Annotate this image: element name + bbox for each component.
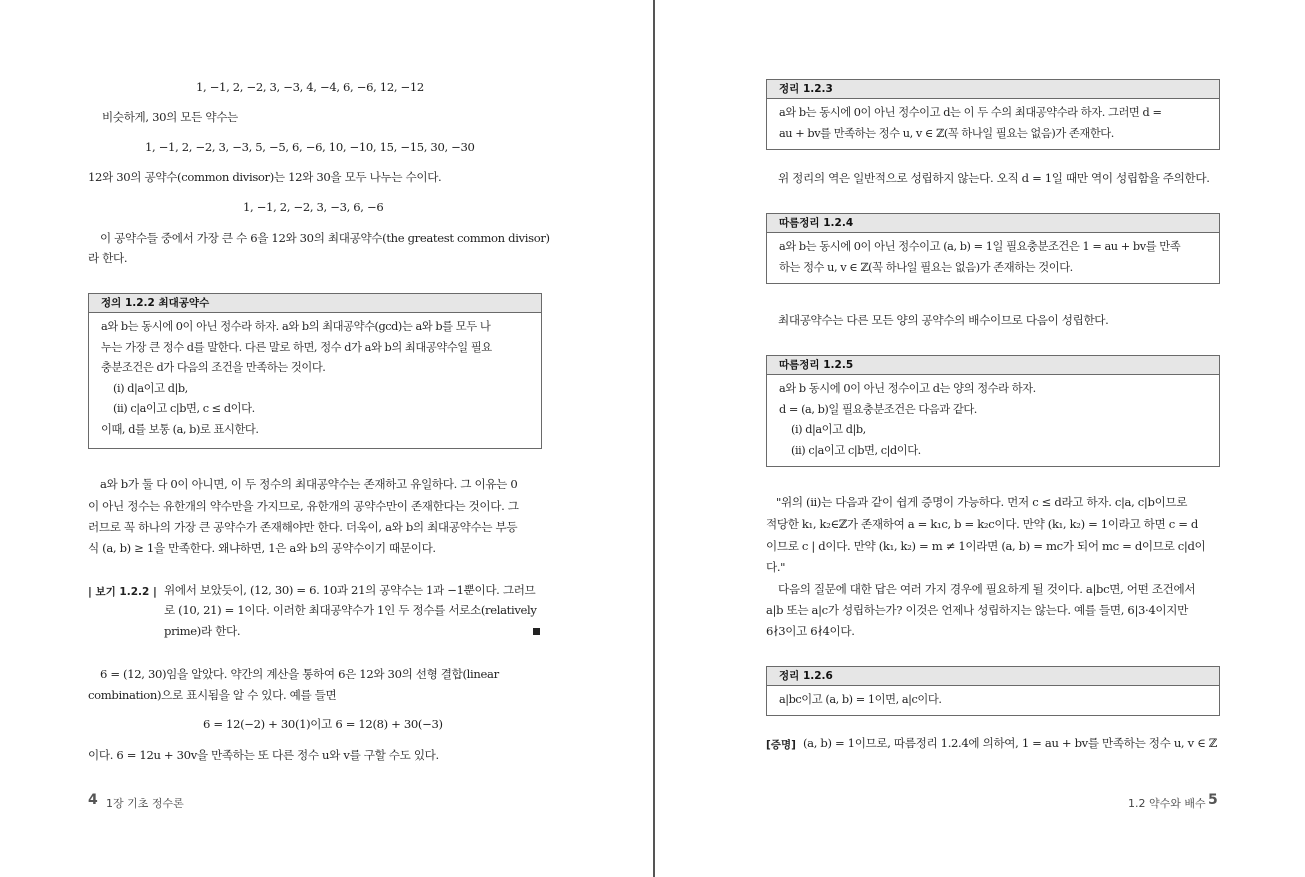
definition-line: a와 b는 동시에 0이 아닌 정수라 하자. a와 b의 최대공약수(gcd)는 a와 b를 모두 나 [101, 320, 491, 333]
example-tag: | 보기 1.2.2 | [88, 586, 157, 598]
text-line: 이 공약수들 중에서 가장 큰 수 6을 12와 30의 최대공약수(the greatest common divisor) [100, 231, 550, 245]
page-number: 4 [88, 792, 98, 808]
text-line: 식 (a, b) ≥ 1을 만족한다. 왜냐하면, 1은 a와 b의 공약수이기 때문이다. [88, 541, 436, 555]
text-line: 적당한 k₁, k₂∈ℤ가 존재하여 a = k₁c, b = k₂c이다. 만약 (k₁, k₂) = 1이라고 하면 c = d [766, 517, 1198, 531]
definition-title: 정의 1.2.2 최대공약수 [89, 294, 541, 313]
text-line: 6∤3이고 6∤4이다. [766, 624, 855, 638]
example-line: prime)라 한다. [164, 624, 241, 638]
definition-line: 충분조건은 d가 다음의 조건을 만족하는 것이다. [101, 361, 326, 374]
corollary-title: 따름정리 1.2.4 [767, 214, 1219, 233]
text-line: 위 정리의 역은 일반적으로 성립하지 않는다. 오직 d = 1일 때만 역이 성립함을 주의한다. [778, 171, 1210, 185]
corollary-title: 따름정리 1.2.5 [767, 356, 1219, 375]
theorem-box [766, 79, 1220, 150]
text-line: combination)으로 표시됨을 알 수 있다. 예를 들면 [88, 688, 337, 702]
common-divisors-line: 1, −1, 2, −2, 3, −3, 6, −6 [243, 200, 384, 214]
definition-box [88, 293, 542, 449]
text-line: 12와 30의 공약수(common divisor)는 12와 30을 모두 나누는 수이다. [88, 170, 442, 184]
text-line: 비슷하게, 30의 모든 약수는 [102, 110, 238, 124]
proof-line: (a, b) = 1이므로, 따름정리 1.2.4에 의하여, 1 = au + bv를 만족하는 정수 u, v ∈ ℤ [803, 736, 1217, 750]
text-line: 이다. 6 = 12u + 30v을 만족하는 또 다른 정수 u와 v를 구할 수도 있다. [88, 748, 439, 762]
chapter-label: 1장 기초 정수론 [106, 797, 184, 810]
text-line: 다." [766, 560, 786, 574]
corollary-condition: (ii) c|a이고 c|b면, c|d이다. [791, 443, 921, 457]
text-line: 라 한다. [88, 251, 128, 265]
divisors-of-30-line: 1, −1, 2, −2, 3, −3, 5, −5, 6, −6, 10, −10, 15, −15, 30, −30 [145, 140, 475, 154]
definition-condition: (i) d|a이고 d|b, [113, 381, 188, 395]
definition-line: 누는 가장 큰 정수 d를 말한다. 다른 말로 하면, 정수 d가 a와 b의 최대공약수일 필요 [101, 340, 492, 354]
theorem-line: au + bv를 만족하는 정수 u, v ∈ ℤ(꼭 하나일 필요는 없음)가 존재한다. [779, 126, 1114, 140]
definition-line: 이때, d를 보통 (a, b)로 표시한다. [101, 422, 259, 436]
text-line: 다음의 질문에 대한 답은 여러 가지 경우에 필요하게 될 것이다. a|bc면, 어떤 조건에서 [778, 582, 1196, 596]
corollary-box [766, 355, 1220, 467]
text-line: 6 = (12, 30)임을 알았다. 약간의 계산을 통하여 6은 12와 30의 선형 결합(linear [100, 667, 499, 681]
corollary-box [766, 213, 1220, 284]
text-line: 러므로 꼭 하나의 가장 큰 공약수가 존재해야만 한다. 더욱이, a와 b의 최대공약수는 부등 [88, 520, 518, 534]
page-number: 5 [1208, 792, 1218, 808]
example-line: 로 (10, 21) = 1이다. 이러한 최대공약수가 1인 두 정수를 서로소(relatively [164, 603, 537, 617]
definition-condition: (ii) c|a이고 c|b면, c ≤ d이다. [113, 402, 255, 415]
corollary-line: a와 b 동시에 0이 아닌 정수이고 d는 양의 정수라 하자. [779, 382, 1036, 395]
text-line: "위의 (ii)는 다음과 같이 쉽게 증명이 가능하다. 먼저 c ≤ d라고 하자. c|a, c|b이므로 [776, 495, 1188, 509]
linear-combination-equation: 6 = 12(−2) + 30(1)이고 6 = 12(8) + 30(−3) [203, 717, 443, 731]
text-line: a|b 또는 a|c가 성립하는가? 이것은 언제나 성립하지는 않는다. 예를 들면, 6|3·4이지만 [766, 603, 1188, 617]
corollary-line: 하는 정수 u, v ∈ ℤ(꼭 하나일 필요는 없음)가 존재하는 것이다. [779, 260, 1073, 274]
section-label: 1.2 약수와 배수 [1128, 797, 1206, 810]
text-line: 이므로 c | d이다. 만약 (k₁, k₂) = m ≠ 1이라면 (a, b) = mc가 되어 mc = d이므로 c|d이 [766, 539, 1206, 553]
corollary-condition: (i) d|a이고 d|b, [791, 423, 866, 436]
corollary-line: a와 b는 동시에 0이 아닌 정수이고 (a, b) = 1일 필요충분조건은 1 = au + bv를 만족 [779, 240, 1181, 253]
theorem-line: a와 b는 동시에 0이 아닌 정수이고 d는 이 두 수의 최대공약수라 하자. 그러면 d = [779, 106, 1162, 119]
divisors-of-12-line: 1, −1, 2, −2, 3, −3, 4, −4, 6, −6, 12, −12 [196, 80, 424, 94]
text-line: a와 b가 둘 다 0이 아니면, 이 두 정수의 최대공약수는 존재하고 유일하다. 그 이유는 0 [100, 477, 518, 491]
theorem-title: 정리 1.2.3 [767, 80, 1219, 99]
corollary-line: d = (a, b)일 필요충분조건은 다음과 같다. [779, 402, 977, 416]
text-line: 최대공약수는 다른 모든 양의 공약수의 배수이므로 다음이 성립한다. [778, 313, 1109, 327]
page-divider [653, 0, 655, 877]
theorem-box [766, 666, 1220, 716]
qed-mark [533, 628, 540, 635]
proof-tag: [증명] [766, 739, 796, 751]
theorem-line: a|bc이고 (a, b) = 1이면, a|c이다. [779, 693, 942, 706]
text-line: 이 아닌 정수는 유한개의 약수만을 가지므로, 유한개의 공약수만이 존재한다는 것이다. 그 [88, 499, 519, 513]
theorem-title: 정리 1.2.6 [767, 667, 1219, 686]
example-line: 위에서 보았듯이, (12, 30) = 6. 10과 21의 공약수는 1과 −1뿐이다. 그러므 [164, 583, 536, 597]
